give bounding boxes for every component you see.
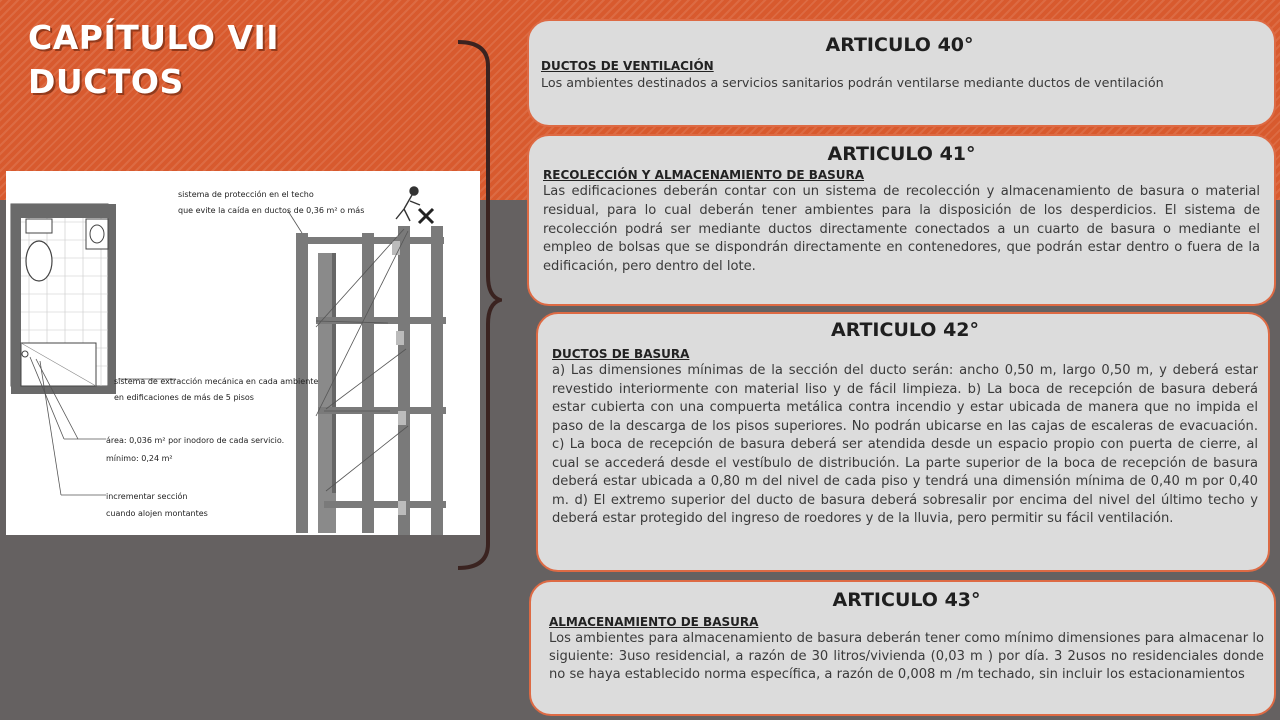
label-area-2: mínimo: 0,24 m² [106, 454, 173, 463]
label-section-1: incrementar sección [106, 492, 188, 501]
right-brace-icon [452, 36, 502, 574]
cross-mark-icon [419, 209, 433, 223]
title-line-1: CAPÍTULO VII [28, 18, 280, 57]
duct-section [296, 187, 446, 535]
article-42-card [536, 312, 1270, 572]
article-41-card [527, 134, 1276, 306]
label-section-2: cuando alojen montantes [106, 509, 208, 518]
article-41-title: ARTICULO 41° [827, 143, 976, 165]
label-roof-protection-1: sistema de protección en el techo [178, 190, 314, 199]
article-43-body: Los ambientes para almacenamiento de basura deberán tener como mínimo dimensiones para almacenar lo siguiente: 3uso residencial, a razón de 30 litros/vivienda (0,03 m ) por día. 3 2usos no residenciales donde no se haya establecido norma específica, a razón de 0,008 m /m techado, sin incluir los estacionamientos [549, 631, 1264, 682]
duct-diagram-drawing [6, 171, 480, 535]
duct-diagram [6, 171, 480, 535]
title-line-2: DUCTOS [28, 62, 184, 101]
label-extraction-2: en edificaciones de más de 5 pisos [114, 393, 254, 402]
article-40-subtitle: DUCTOS DE VENTILACIÓN [541, 59, 714, 73]
article-42-body: a) Las dimensiones mínimas de la sección del ducto serán: ancho 0,50 m, largo 0,50 m, y deberá estar revestido interiormente con material liso y de fácil limpieza. b) La boca de recepción de basura deberá estar cubierta con una compuerta metálica contra incendio y estar ubicada de manera que no impida el paso de la descarga de los pisos superiores. No podrán ubicarse en las cajas de escaleras de evacuación. c) La boca de recepción de basura deberá ser atendida desde un espacio propio con puerta de cierre, al cual se accederá desde el vestíbulo de distribución. La parte superior de la boca de recepción de basura deberá estar ubicada a 0,80 m del nivel de cada piso y tendrá una dimensión mínima de 0,40 m por 0,40 m. d) El extremo superior del ducto de basura deberá sobresalir por encima del nivel del último techo y deberá estar protegido del ingreso de roedores y de la lluvia, pero permitir su fácil ventilación. [552, 363, 1258, 526]
article-43-subtitle: ALMACENAMIENTO DE BASURA [549, 615, 759, 629]
article-40-title: ARTICULO 40° [825, 34, 974, 56]
label-roof-protection-2: que evite la caída en ductos de 0,36 m² o más [178, 206, 365, 215]
label-area-1: área: 0,036 m² por inodoro de cada servicio. [106, 436, 285, 445]
person-figure [396, 187, 420, 221]
label-extraction-1: sistema de extracción mecánica en cada ambiente [114, 377, 319, 386]
article-43-title: ARTICULO 43° [832, 589, 981, 611]
slide-title [28, 16, 279, 104]
article-43-card [529, 580, 1276, 716]
article-41-body: Las edificaciones deberán contar con un sistema de recolección y almacenamiento de basura o material residual, para lo cual deberán tener ambientes para la disposición de los desperdicios. El sistema de recolección podrá ser mediante ductos directamente conectados a un cuarto de basura o mediante el empleo de bolsas que se dispondrán directamente en contenedores, que podrán estar dentro o fuera de la edificación, pero dentro del lote. [543, 184, 1260, 275]
bathroom-plan [11, 204, 116, 394]
article-42-subtitle: DUCTOS DE BASURA [552, 347, 690, 361]
article-42-title: ARTICULO 42° [830, 319, 980, 341]
article-41-subtitle: RECOLECCIÓN Y ALMACENAMIENTO DE BASURA [543, 168, 865, 182]
article-40-card [527, 19, 1276, 127]
article-40-body: Los ambientes destinados a servicios sanitarios podrán ventilarse mediante ductos de ventilación [541, 75, 1164, 90]
